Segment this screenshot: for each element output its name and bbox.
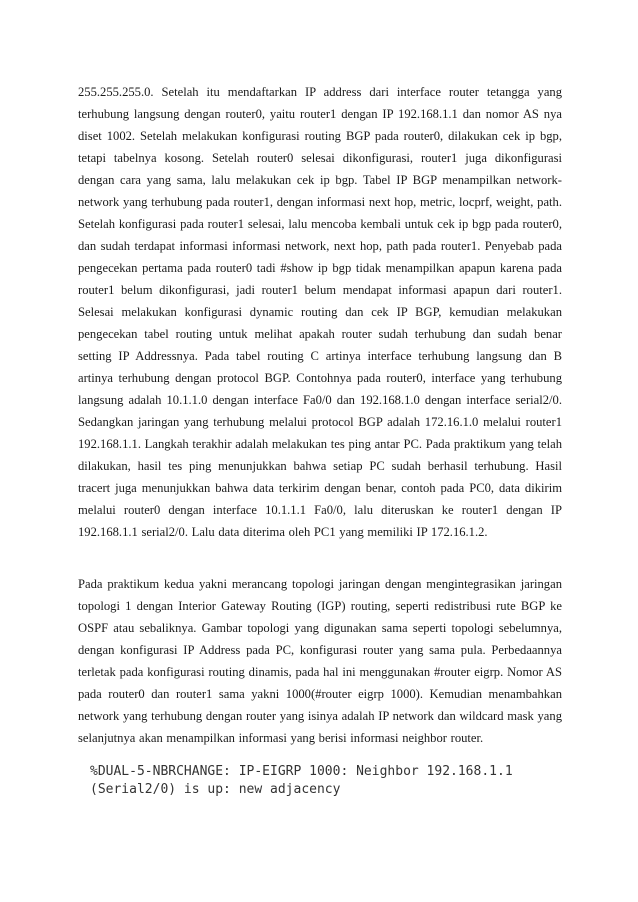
paragraph-eigrp-practicum: Pada praktikum kedua yakni merancang topologi jaringan dengan mengintegrasikan jaringan topologi 1 dengan Interior Gateway Routing (IGP) routing, seperti redistribusi rute BGP ke OSPF atau sebaliknya. Gambar topologi yang digunakan sama seperti topologi sebelumnya, dengan konfigurasi IP Address pada PC, konfigurasi router yang sama pula. Perbedaannya terletak pada konfigurasi routing dinamis, pada hal ini menggunakan #router eigrp. Nomor AS pada router0 dan router1 sama yakni 1000(#router eigrp 1000). Kemudian menambahkan network yang terhubung dengan router yang isinya adalah IP network dan wildcard mask yang selanjutnya akan menampilkan informasi yang berisi informasi neighbor router.: [78, 576, 562, 745]
paragraph-bgp-results: 255.255.255.0. Setelah itu mendaftarkan IP address dari interface router tetangga yang terhubung langsung dengan router0, yaitu router1 dengan IP 192.168.1.1 dan nomor AS nya diset 1002. Setelah melakukan konfigurasi routing BGP pada router0, dilakukan cek ip bgp, tetapi tabelnya kosong. Setelah router0 selesai dikonfigurasi, router1 juga dikonfigurasi dengan cara yang sama, lalu melakukan cek ip bgp. Tabel IP BGP menampilkan network-network yang terhubung pada router1, dengan informasi next hop, metric, locprf, weight, path. Setelah konfigurasi pada router1 selesai, lalu mencoba kembali untuk cek ip bgp pada router0, dan sudah terdapat informasi informasi network, next hop, path pada router1. Penyebab pada pengecekan pertama pada router0 tadi #show ip bgp tidak menampilkan apapun karena pada router1 belum dikonfigurasi, jadi router1 belum mendapat informasi apapun dari router1. Selesai melakukan konfigurasi dynamic routing dan cek IP BGP, kemudian melakukan pengecekan tabel routing untuk melihat apakah router sudah terhubung dan sudah benar setting IP Addressnya. Pada tabel routing C artinya interface terhubung langsung dan B artinya terhubung dengan protocol BGP. Contohnya pada router0, interface yang terhubung langsung adalah 10.1.1.0 dengan interface Fa0/0 dan 192.168.1.0 dengan interface serial2/0. Sedangkan jaringan yang terhubung melalui protocol BGP adalah 172.16.1.0 melalui router1 192.168.1.1. Langkah terakhir adalah melakukan tes ping antar PC. Pada praktikum yang telah dilakukan, hasil tes ping menunjukkan bahwa setiap PC sudah berhasil terhubung. Hasil tracert juga menunjukkan bahwa data terkirim dengan benar, contoh pada PC0, data dikirim melalui router0 dengan interface 10.1.1.1 Fa0/0, lalu diteruskan ke router1 dengan IP 192.168.1.1 serial2/0. Lalu data diterima oleh PC1 yang memiliki IP 172.16.1.2.: [78, 84, 562, 539]
console-line-neighbor-change: %DUAL-5-NBRCHANGE: IP-EIGRP 1000: Neighbor 192.168.1.1: [90, 764, 513, 779]
console-line-adjacency: (Serial2/0) is up: new adjacency: [90, 782, 341, 797]
console-output-snippet: [90, 763, 513, 799]
